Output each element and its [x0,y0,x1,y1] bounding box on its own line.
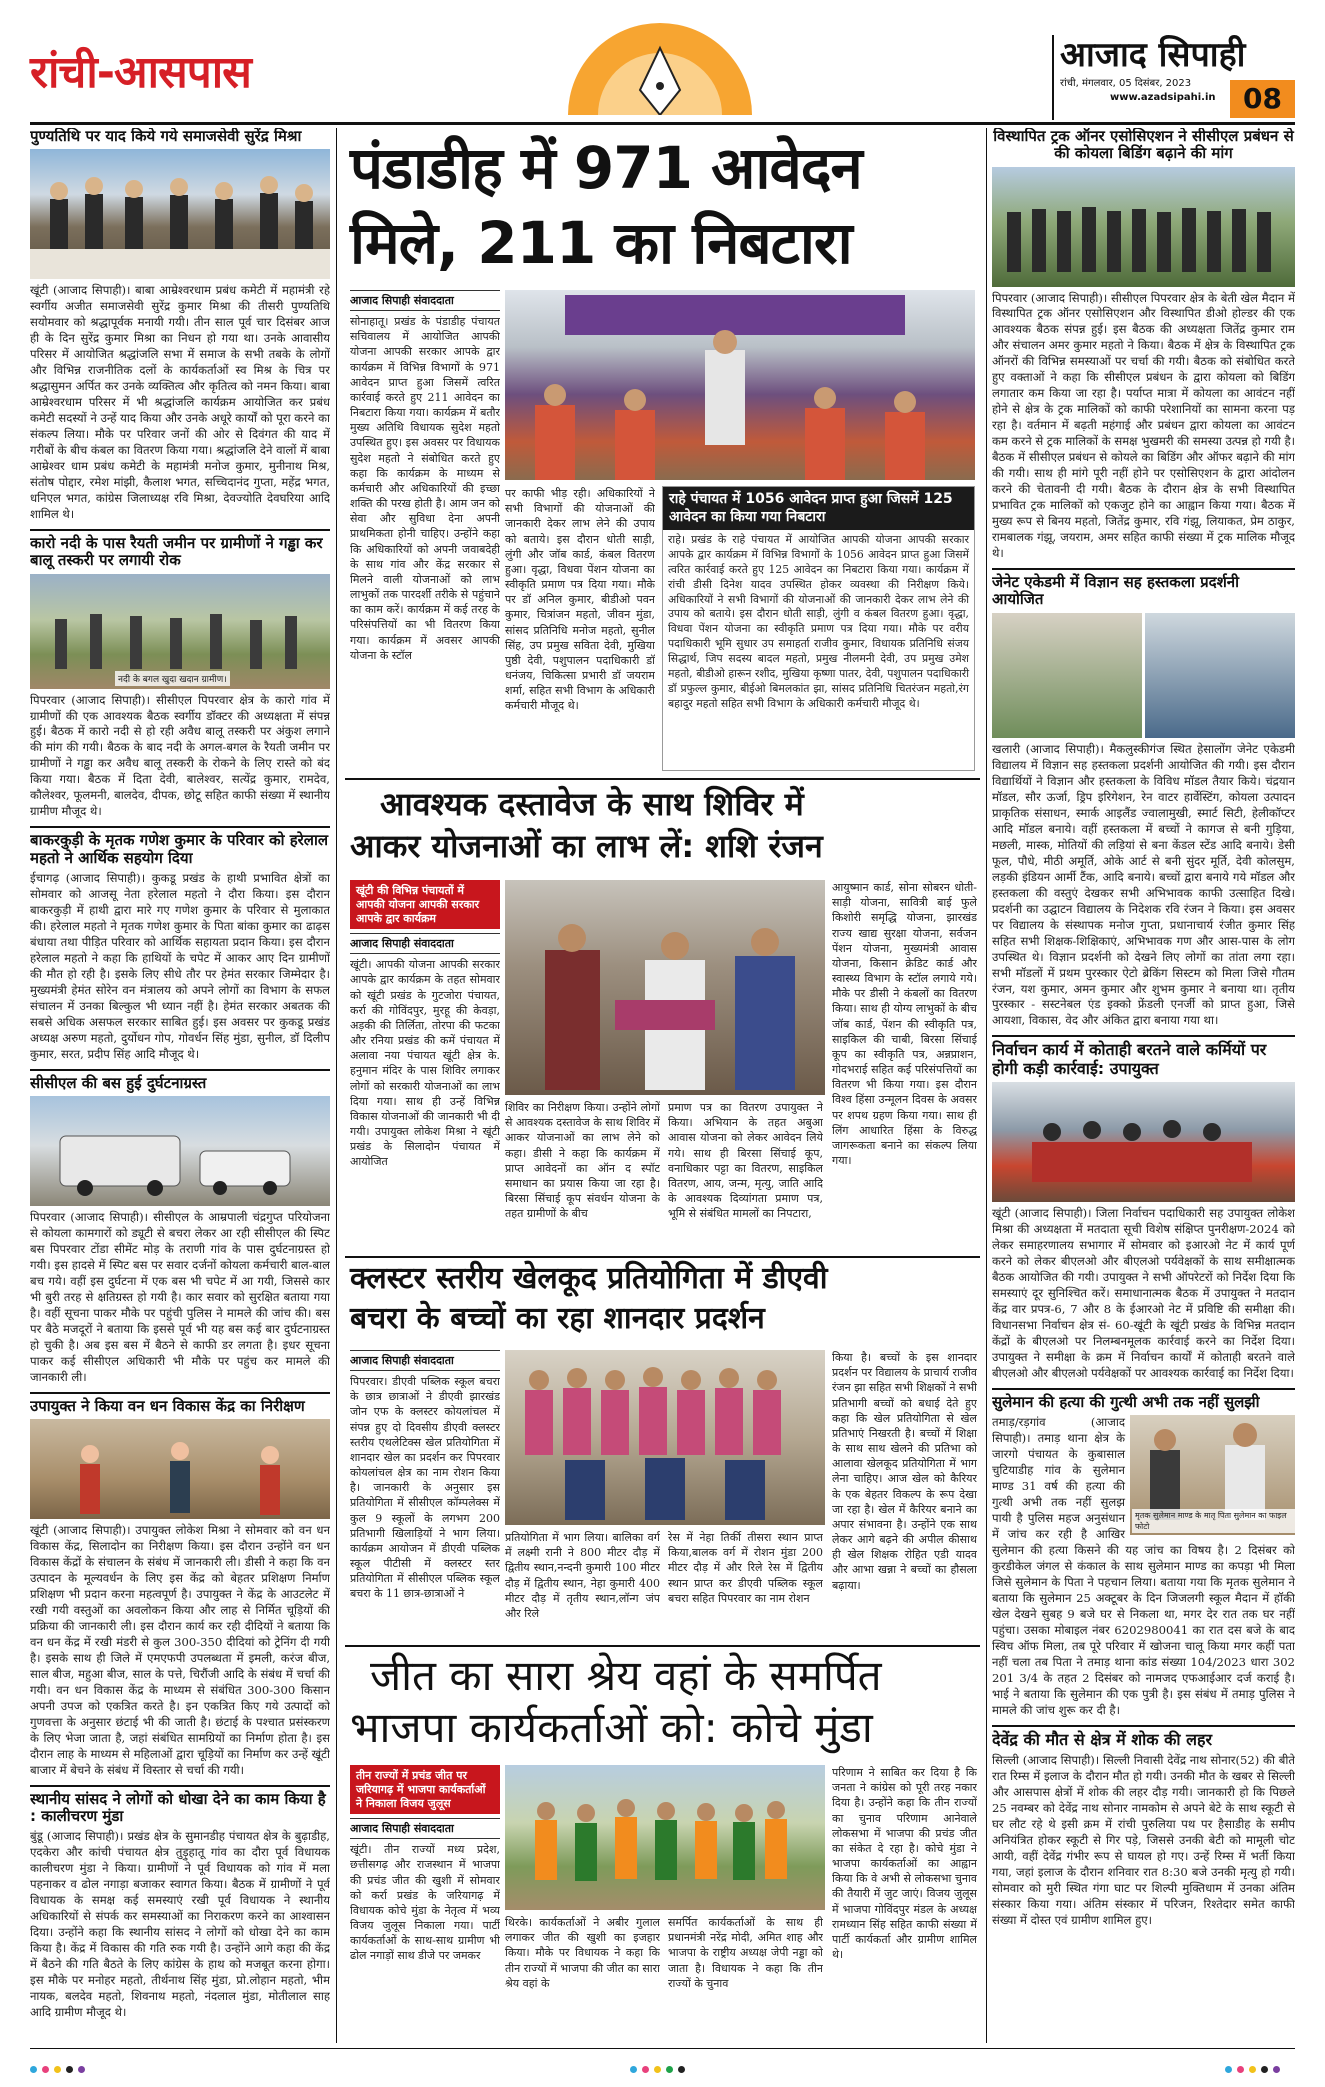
pen-nib-icon [565,20,755,115]
camp-text-column-4 [832,880,977,1250]
photo-truck-owners-meeting [992,167,1295,287]
right-column [992,128,1295,2043]
sports-body-4: किया है। बच्चों के इस शानदार प्रदर्शन पर विद्यालय के प्राचार्य राजीव रंजन झा सहित सभी शिक्षकों ने सभी प्रतिभागी बच्चों को बधाई देते हुए कहा कि खेल प्रतियोगिता से खेल प्रतिभाएं निखरती है। बच्चों में शिक्षा के साथ साथ खेलने की प्रतिभा को आलावा खेलकूद प्रतियोगिता में भाग लेना चाहिए। आज खेल को कैरियर के एक बेहतर विकल्प के रूप देखा जा रहा है। खेल में कैरियर बनाने का अपार संभावना है। उन्होंने एक साथ लेकर आगे बढ़ने की अपील कीसाथ ही खेल शिक्षक रोहित एडी यादव और आभा खन्ना ने बच्चों का हौसला बढ़ाया। [832,1351,977,1592]
sports-body-1: पिपरवार। डीएवी पब्लिक स्कूल बचरा के छात्र छात्राओं ने डीएवी झारखंड जोन एफ के क्लस्टर कोयलांचल में संपन्न हुए दो दिवसीय डीएवी क्लस्टर स्तरीय एथलेटिक्स खेल प्रतियोगिता में शानदार खेल का प्रदर्शन कर पिपरवार कोयलांचल क्षेत्र का नाम रोशन किया है। जानकारी के अनुसार इस प्रतियोगिता में सीसीएल कॉम्पलेक्स में कुल 9 स्कूलों के लगभग 200 प्रतिभागी खिलाड़ियों ने भाग लिया। कार्यक्रम आयोजन में डीएवी पब्लिक स्कूल पीटीसी में क्लस्टर स्तर प्रतियोगिता में सीसीएल पब्लिक स्कूल बचरा के 11 छात्र-छात्राओं ने [350,1375,500,1601]
dateline: रांची, मंगलवार, 05 दिसंबर, 2023 [1060,78,1192,89]
lead-text-column-2 [505,486,655,771]
masthead-emblem [565,20,755,115]
lead-body-1: सोनाहातू। प्रखंड के पंडाडीह पंचायत सचिवालय में आयोजित आपकी योजना आपकी सरकार आपके द्वार कार्यक्रम में विभिन्न विभागों के 971 आवेदन प्राप्त हुआ जिसमें त्वरित कार्रवाई करते हुए 211 आवेदन का निबटारा किया गया। कार्यक्रम में बतौर मुख्य अतिथि विधायक सुदेश महतो उपस्थित हुए। इस अवसर पर विधायक सुदेश महतो ने संबोधित करते हुए कहा कि कार्यक्रम के माध्यम से कर्मचारी और अधिकारियों की इच्छा शक्ति की परख होती है। आम जन को सेवा और सुविधा देना अपनी प्राथमिकता होनी चाहिए। उन्होंने कहा कि अधिकारियों को अपनी जवाबदेही के साथ गांव और केंद्र सरकार से मिलने वाली योजनाओं को लाभ लाभुकों तक पारदर्शी तरीके से पहुंचाने का काम करें। कार्यक्रम में कई तरह के परिसंपत्तियों का भी वितरण किया गया। कार्यक्रम में अवसर आपकी योजना के स्टॉल [350,315,500,662]
lead-sub-body: राहे। प्रखंड के राहे पंचायत में आयोजित आपकी योजना आपकी सरकार आपके द्वार कार्यक्रम में विभिन्न विभागों के 1056 आवेदन प्राप्त हुआ जिसमें त्वरित कार्रवाई करते हुए 125 आवेदन का निबटारा किया गया। कार्यक्रम में रांची डीसी दिनेश यादव उपस्थित होकर व्यवस्था की निरीक्षण किये। अधिकारियों ने सभी विभागों की योजनाओं की जानकारी देकर लाभ लेने की उपाय को बताये। इस दौरान धोती साड़ी, लुंगी व कंबल वितरण हुआ। वृद्धा, विधवा पेंशन योजना का स्वीकृति प्रमाण पत्र दिया गया। मौके पर वरीय पदाधिकारी भूमि सुधार उप समाहर्ता राजीव कुमार, विधायक प्रतिनिधि संजय सिद्धार्थ, जिप सदस्य बादल महतो, प्रमुख नीलमनी देवी, उप प्रमुख उमेश महतो, बीडीओ हारून रशीद, मुखिया कृष्णा पातर, देवी, पशुपालन पदाधिकारी डॉ प्रफुल्ल कुमार, बीईओ बिमलकांत झा, सांसद प्रतिनिधि चितरंजन महतो,रंग बहादुर महतो सहित सभी विभाग के अधिकारी कर्मचारी मौजूद थे। [668,533,969,710]
page-number: 08 [1230,80,1295,118]
win-side-note: तीन राज्यों में प्रचंड जीत पर जरियागढ़ में भाजपा कार्यकर्ताओं ने निकाला विजय जुलूस [350,1765,500,1814]
photo-van-dhan-inspection [30,1419,330,1519]
win-text-column-1 [350,1765,500,2045]
sports-body-3: रेस में नेहा तिर्की तीसरा स्थान प्राप्त किया,बालक वर्ग में रोशन मुंडा 200 मीटर दौड़ में और रिले रेस में द्वितीय स्थान प्राप्त कर डीएवी पब्लिक स्कूल बचरा सहित पिपरवार का नाम रोशन [668,1531,823,1605]
camp-text-column-1 [350,880,500,1250]
paper-name: आजाद सिपाही [1060,35,1246,75]
camp-body-3: प्रमाण पत्र का वितरण उपायुक्त ने किया। अभियान के तहत अबुआ आवास योजना को लेकर आवेदन लिये गये। साथ ही बिरसा सिंचाई कूप, वनाधिकार पट्टा का वितरण, साइकिल वितरण, आय, जन्म, मृत्यु, जाति आदि के आवश्यक दिव्यांगता प्रमाण पत्र, भूमि से संबंधित मामलों का निपटारा, [668,1101,823,1221]
win-body-3: समर्पित कार्यकर्ताओं के साथ ही प्रधानमंत्री नरेंद्र मोदी, अमित शाह और भाजपा के राष्ट्रीय अध्यक्ष जेपी नड्डा को जाता है। विधायक ने कहा कि तीन राज्यों के चुनाव [668,1916,823,1990]
right-a5-title: देवेंद्र की मौत से क्षेत्र में शोक की लहर [992,1725,1295,1749]
win-byline: आजाद सिपाही संवाददाता [350,1818,500,1839]
right-a4-title: सुलेमान की हत्या की गुत्थी अभी तक नहीं सुलझी [992,1388,1295,1411]
photo-river-villagers [30,574,330,689]
left-a3-title: बाकरकुड़ी के मृतक गणेश कुमार के परिवार को हरेलाल महतो ने आर्थिक सहयोग दिया [30,826,330,867]
right-a1-title: विस्थापित ट्रक ऑनर एसोसिएशन ने सीसीएल प्रबंधन से की कोयला बिडिंग बढ़ाने की मांग [993,128,1294,163]
camp-text-column-2 [505,1100,660,1250]
sports-headline-2: बचरा के बच्चों का रहा शानदार प्रदर्शन [350,1301,765,1336]
sports-headline-1: क्लस्टर स्तरीय खेलकूद प्रतियोगिता में डीएवी [350,1261,828,1296]
win-text-column-3 [668,1915,823,2045]
win-headline-1: जीत का सारा श्रेय वहां के समर्पित [370,1651,882,1700]
camp-headline-2: आकर योजनाओं का लाभ लें: शशि रंजन [350,827,823,865]
photo-election-meeting [992,1082,1295,1202]
win-body-2: थिरके। कार्यकर्ताओं ने अबीर गुलाल लगाकर जीत की खुशी का इजहार किया। मौके पर विधायक ने कहा कि तीन राज्यों में भाजपा की जीत का सारा श्रेय वहां के [505,1916,660,1990]
right-a5-body: सिल्ली (आजाद सिपाही)। सिल्ली निवासी देवेंद्र नाथ सोनार(52) की बीते रात रिम्स में इलाज के दौरान मौत हो गयी। उनकी मौत के खबर से सिल्ली और आसपास क्षेत्रों में शोक की लहर दौड़ गयी। जानकारी हो कि पिछले 25 नवम्बर को देवेंद्र नाथ सोनार नामकोम से अपने बेटे के साथ स्कूटी से घर लौट रहे थे इसी क्रम में रांची पुरुलिया पथ पर हैसाडीह के समीप अनियंत्रित होकर स्कूटी से गिर पड़े, जिससे उनकी बेटी को मामूली चोट आयी, वहीं देवेंद्र गंभीर रूप से घायल हो गए। उन्हें रिम्स में भर्ती किया गया, जहां इलाज के दौरान शनिवार रात 8:30 बजे उनकी मृत्यु हो गयी। सोमवार को मुरी स्थित गंगा घाट पर शिल्पी मुक्तिधाम में उनका अंतिम संस्कार किया गया। अंतिम संस्कार में परिजन, रिश्तेदार समेत काफी संख्या में दोस्त एवं ग्रामीण शामिल हुए। [992,1753,1295,1928]
left-a1-title: पुण्यतिथि पर याद किये गये समाजसेवी सुरेंद्र मिश्रा [30,128,302,145]
camp-body-1: खूंटी। आपकी योजना आपकी सरकार आपके द्वार कार्यक्रम के तहत सोमवार को खूंटी प्रखंड के गुटजोरा पंचायत, कर्रा की गोविंदपुर, मुरहू की केवड़ा, अड़की की तिर्लिता, तोरपा की फटका और रनिया प्रखंड की कमें पंचायत में अलावा नया पंचायत खूंटी क्षेत्र के. हनुमान मंदिर के पास शिविर लगाकर लोगों को सरकारी योजनाओं का लाभ दिया गया। साथ ही उन्हें विभिन्न विकास योजनाओं की जानकारी भी दी गयी। उपायुक्त लोकेश मिश्रा ने खूंटी प्रखंड के सिलादोन पंचायत में आयोजित [350,958,500,1169]
left-a4-title: सीसीएल की बस हुई दुर्घटनाग्रस्त [30,1069,330,1092]
win-text-column-4 [832,1765,977,2045]
left-a1-body: खूंटी (आजाद सिपाही)। बाबा आम्रेश्वरधाम प्रबंध कमेटी में महामंत्री रहे स्वर्गीय अजीत समाजसेवी सुरेंद्र कुमार मिश्रा की तीसरी पुण्यतिथि सयोमवार को श्रद्धापूर्वक मनायी गयी। तीन साल पूर्व चार दिसंबर आज ही के दिन सुरेंद्र कुमार मिश्रा का निधन हो गया था। उनके आवासीय परिसर में आयोजित श्रद्धांजलि सभा में समाज के सभी तबके के लोगों और विभिन्न राजनीतिक दलों के कार्यकर्ताओं स्व मिश्र के चित्र पर श्रद्धासुमन अर्पित कर उनके व्यक्तित्व और कृतित्व को नमन किया। बाबा आम्रेश्वरधाम परिसर में भी श्रद्धांजलि कार्यक्रम आयोजित कर प्रबंध कमेटी सदस्यों ने उन्हें याद किया और उनके अधूरे कार्यों को पूरा करने का संकल्प लिया। मौके पर परिवार जनों की ओर से दिवंगत की याद में गरीबों के बीच कंबल का वितरण किया गया। श्रद्धांजलि देने वालों में बाबा आम्रेश्वर धाम प्रबंध कमेटी के महामंत्री मनोज कुमार, मुनीनाथ मिश्र, संतोष पोद्दार, रमेश मांझी, कैलाश भगत, सच्चिदानंद गुप्ता, महेंद्र भगत, धनिएल भगत, कांग्रेस जिलाध्यक्ष रवि मिश्रा, देवज्योति देवघरिया आदि शामिल थे। [30,283,330,522]
win-body-4: परिणाम ने साबित कर दिया है कि जनता ने कांग्रेस को पूरी तरह नकार दिया है। उन्होंने कहा कि तीन राज्यों का चुनाव परिणाम आनेवाले लोकसभा में भाजपा की प्रचंड जीत का संकेत दे रहा है। कोचे मुंडा ने भाजपा कार्यकर्ताओं का आह्वान किया कि वे अभी से लोकसभा चुनाव की तैयारी में जुट जाएं। विजय जुलूस में भाजपा गोविंदपुर मंडल के अध्यक्ष रामध्यान सिंह सहित काफी संख्या में पार्टी कार्यकर्ता और ग्रामीण शामिल थे। [832,1766,977,1962]
right-a3-title: निर्वाचन कार्य में कोताही बरतने वाले कर्मियों पर होगी कड़ी कार्रवाई: उपायुक्त [992,1035,1295,1078]
camp-byline: आजाद सिपाही संवाददाता [350,933,500,954]
photo-panchayat-camp [505,290,975,480]
camp-body-4: आयुष्मान कार्ड, सोना सोबरन धोती-साड़ी योजना, सावित्री बाई फुले किशोरी समृद्धि योजना, झारखंड राज्य खाद्य सुरक्षा योजना, सर्वजन पेंशन योजना, मुख्यमंत्री आवास योजना, किसान क्रेडिट कार्ड और स्वास्थ्य विभाग के स्टॉल लगाये गये। मौके पर डीसी ने कंबलों का वितरण किया। साथ ही योग्य लाभुकों के बीच जॉब कार्ड, पेंशन की स्वीकृति पत्र, साइकिल की चाबी, बिरसा सिंचाई कूप का स्वीकृति पत्र, अन्नप्राशन, गोदभराई सहित कई परिसंपत्तियों का वितरण भी किया गया। इस दौरान विश्व हिंसा उन्मूलन दिवस के अवसर पर शपथ ग्रहण किया गया। साथ ही लिंग आधारित हिंसा के विरुद्ध जागरूकता बनाने का संकल्प लिया गया। [832,881,977,1168]
photo-bus-accident [30,1096,330,1206]
right-a4-body: तमाड़/रड़गांव (आजाद सिपाही)। तमाड़ थाना क्षेत्र के जारगो पंचायत के कुबासाल चुटियाडीह गांव के सुलेमान माण्ड 31 वर्ष की हत्या की गुत्थी अभी तक नहीं सुलझ पायी है पुलिस महज अनुसंधान में जांच कर रही है आखिर सुलेमान की हत्या किसने की यह जांच का विषय है। 2 दिसंबर को कुरडीकेल जंगल से कंकाल के साथ सुलेमान माण्ड का कपड़ा भी मिला जिसे सुलेमान के पिता ने पहचान लिया। बताया गया कि मृतक सुलेमान ने बताया कि सुलेमान 25 अक्टूबर के दिन जिजलगी स्कूल मैदान में हॉकी खेल देखने सुबह 9 बजे घर से निकला था, मगर देर रात तक घर नहीं पहुंचा। उसका मोबाइल नंबर 6202980041 का रात दस बजे के बाद स्विच ऑफ मिला, तब पूरे परिवार में खोजना चालू किया मगर कहीं पता नहीं चला तब पिता ने तमाड़ थाना कांड संख्या 104/2023 धारा 302 201 3/4 के तहत 2 दिसंबर को नामजद एफआईआर दर्ज कराई है। भाई ने बताया कि सुलेमान की एक पुत्री है। इस संबंध में तमाड़ पुलिस ने मामले की जांच शुरू कर दी है। [992,1415,1295,1718]
sports-body-2: प्रतियोगिता में भाग लिया। बालिका वर्ग में लक्ष्मी रानी ने 800 मीटर दौड़ में द्वितीय स्थान,नन्दनी कुमारी 100 मीटर दौड़ में द्वितीय स्थान, नेहा कुमारी 400 मीटर दौड़ में तृतीय स्थान,लॉन्ग जंप और रिले [505,1531,660,1620]
right-a2-title: जेनेट एकेडमी में विज्ञान सह हस्तकला प्रदर्शनी आयोजित [992,568,1295,609]
camp-text-column-3 [668,1100,823,1250]
site-url: www.azadsipahi.in [1110,92,1216,103]
left-a4-body: पिपरवार (आजाद सिपाही)। सीसीएल के आम्रपाली चंद्रगुप्त परियोजना से कोयला कामगारों को ड्यूटी से बचरा लेकर आ रही सीसीएल की स्पिट बस पिपरवार टोंडा सीमेंट मोड़ के तराणी गांव के पास दुर्घटनाग्रस्त हो गयी। इस हादसे में स्पिट बस पर सवार दर्जनों कोयला कर्मचारी बाल-बाल बच गये। वहीं इस दुर्घटना में एक बस भी चपेट में आ गयी, जिससे कार भी बुरी तरह से क्षतिग्रस्त हो गयी है। कार सवार को सुरक्षित बताया गया है। वहीं सूचना पाकर मौके पर पहुंची पुलिस ने मामले की जांच की। बस पर बैठे मजदूरों ने बताया कि इससे पूर्व भी यह बस कई बार दुर्घटनाग्रस्त हो चुकी है। अब इस बस में बैठने से काफी डर लगता है। इधर सूचना पाकर कई सीसीएल अधिकारी भी मौके पर पहुंच कर मामले की जानकारी ली। [30,1209,330,1384]
lead-byline: आजाद सिपाही संवाददाता [350,290,500,311]
win-text-column-2 [505,1915,660,2045]
left-a6-title: स्थानीय सांसद ने लोगों को धोखा देने का काम किया है : कालीचरण मुंडा [30,1785,330,1826]
photo-tribute [30,149,330,279]
left-a2-title: कारो नदी के पास रैयती जमीन पर ग्रामीणों ने गड्ढा कर बालू तस्करी पर लगायी रोक [30,529,330,570]
sports-text-column-4 [832,1350,977,1640]
right-a2-body: खलारी (आजाद सिपाही)। मैकलुस्कीगंज स्थित हेसालोंग जेनेट एकेडमी विद्यालय में विज्ञान सह हस्तकला प्रदर्शनी आयोजित की गयी। इस दौरान विद्यार्थियों ने विज्ञान और हस्तकला के विविध मॉडल तैयार किये। चंद्रयान मॉडल, सौर ऊर्जा, ड्रिप इरिगेशन, रेन वाटर हार्वेस्टिंग, कोयला उत्पादन प्राकृतिक संसाधन, स्मार्क आइलैंड ज्वालामुखी, स्मार्ट सिटी, हेलीकॉप्टर आदि मॉडल बनाये। वहीं हस्तकला में बच्चों ने कागज से बनी गुड़िया, मछली, मास्क, मोतियों की लड़ियां से बना केंडल स्टेंड आदि बनाये। डेसी फूल, पौधे, मीठी अमूर्ति, ओके आर्ट से बनी सुंदर मूर्ति, देवी कोलसुम, लड़की इंडियन आर्मी टैंक, आदि बनाये। बच्चों द्वारा बनाये गये मॉडल और हस्तकला की वस्तुएं देखकर सभी अभिभावक काफी उत्साहित दिखे। प्रदर्शनी का उद्घाटन विद्यालय के निदेशक रवि रंजन ने किया। इस अवसर पर विद्यालय के संस्थापक मनोज गुप्ता, प्रधानाचार्य रंजीत कुमार सिंह सहित सभी शिक्षक-शिक्षिकाएं, अभिभावक गण और आस-पास के लोग उपस्थित थे। विज्ञान प्रदर्शनी को देखने लिए लोगों का तांता लगा रहा। सभी मॉडलों में प्रथम पुरस्कार ऐटो ब्रेकिंग सिस्टम को मिला जिसे गौतम रंजन, यश कुमार, अमन कुमार और शुभम कुमार ने बनाया था। तृतीय पुरस्कार - सस्टनेबल एंड इक्को फ्रेंडली एनर्जी को प्राप्त हुआ, जिसे आयशा, विकास, वेद और अंकित द्वारा बनाया गया था। [992,741,1295,1028]
left-a3-body: ईचागढ़ (आजाद सिपाही)। कुकडू प्रखंड के हाथी प्रभावित क्षेत्रों का सोमवार को आजसू नेता हरेलाल महतो ने दौरा किया। इस दौरान बाकरकुड़ी में हाथी द्वारा मारे गए गणेश कुमार के परिवार से मुलाकात की। हरेलाल महतो ने मृतक गणेश कुमार के पिता बांका कुमार का ढाढ़स बंधाया तथा पीड़ित परिवार को आर्थिक सहायता प्रदान किया। इस दौरान हरेलाल महतो ने कहा कि हाथियों के चपेट में आकर आए दिन ग्रामीणों की मौत हो रही है। इसके लिए सीधे तौर पर हेमंत सरकार जिम्मेदार है। मुख्यमंत्री हेमंत सोरेन वन मंत्रालय को अपने लोगों का विभाग के सफल संचालन में उनका बिल्कुल भी ध्यान नहीं है। हेमंत सरकार अबतक की सबसे अधिक असफल सरकार साबित हुई। इस अवसर पर कुकडू प्रखंड अध्यक्ष अरुण महतो, दुर्योधन गोप, गोवर्धन सिंह मुंडा, सुनील, डॉ दिलीप कुमार, सरत, प्रदीप सिंह आदि मौजूद थे। [30,870,330,1061]
left-column [30,128,330,2043]
camp-side-note: खूंटी की विभिन्न पंचायतों में आपकी योजना आपकी सरकार आपके द्वार कार्यक्रम [350,880,500,929]
left-a2-body: पिपरवार (आजाद सिपाही)। सीसीएल पिपरवार क्षेत्र के कारो गांव में ग्रामीणों की एक आवश्यक बैठक स्वर्गीय डॉक्टर की अध्यक्षता में संपन्न हुई। बैठक में कारो नदी से हो रही अवैध बालू तस्करी पर अंकुश लगाने की मांग की गयी। बैठक के बाद नदी के अगल-बगल के रैयती जमीन पर ग्रामीणों ने गड्ढा कर अवैध बालू तस्करी के रोकने के लिए रास्ते को बंद किया गया। बैठक में दिता देवी, बालेश्वर, सत्येंद्र कुमार, रामदेव, कौलेश्वर, फूलमनी, बालदेव, दीपक, छोटू सहित काफी संख्या में स्थानीय ग्रामीण मौजूद थे। [30,692,330,819]
sports-text-column-2 [505,1530,660,1640]
left-a5-body: खूंटी (आजाद सिपाही)। उपायुक्त लोकेश मिश्रा ने सोमवार को वन धन विकास केंद्र, सिलादोन का निरीक्षण किया। इस दौरान उन्होंने वन धन विकास केंद्रों के संचालन के संबंध में जानकारी ली। डीसी ने कहा कि वन उत्पादन के मूल्यवर्धन के लिए इस केंद्र को बेहतर प्रशिक्षण निर्माण प्रशिक्षण भी प्रदान करना महत्वपूर्ण है। उपायुक्त ने केंद्र के आउटलेट में रखी गयी वस्तुओं का अवलोकन किया और लाह से निर्मित चूड़ियों की प्रक्रिया की जानकारी ली। इस दौरान कार्य कर रही दीदियों ने बताया कि वन धन केंद्र में रखी मंडरी से कुल 300-350 दीदियां को ट्रेनिंग दी गयी है। इसके साथ ही जिले में एमएफपी उपलब्धता में इमली, करंज बीज, साल बीज, महुआ बीज, साल के पत्ते, चिरौंजी आदि के संबंध में चर्चा की गयी। वन धन विकास केंद्र के माध्यम से संबंधित 300-300 किसान अपनी उपज को एकत्रित करते है। इन एकत्रित किए गये उत्पादों को गुणवत्ता के अनुसार छंटाई भी की जाती है। छंटाई के पश्चात प्रसंस्करण के लिए भेजा जाता है, जहां संबंधित सामग्रियों का निर्माण होता है। इस दौरान लाह के माध्यम से महिलाओं द्वारा चूड़ियों का निर्माण कर उन्हें खूंटी बाजार में बेचने के संबंध में विस्तार से चर्चा की गयी। [30,1523,330,1777]
camp-body-2: शिविर का निरीक्षण किया। उन्होंने लोगों से आवश्यक दस्तावेज के साथ शिविर में आकर योजनाओं का लाभ लेने को कहा। डीसी ने कहा कि कार्यक्रम में प्राप्त आवेदनों का ऑन द स्पॉट समाधान का प्रयास किया जा रहा है। बिरसा सिंचाई कूप संवर्धन योजना के तहत ग्रामीणों के बीच [505,1101,660,1221]
left-a2-caption: नदी के बगल खुदा खदान ग्रामीण। [115,671,230,686]
right-a3-body: खूंटी (आजाद सिपाही)। जिला निर्वाचन पदाधिकारी सह उपायुक्त लोकेश मिश्रा की अध्यक्षता में मतदाता सूची विशेष संक्षिप्त पुनरीक्षण-2024 को लेकर समाहरणालय सभागार में सोमवार को इआरओ नेट में कार्य पूर्ण करने को लेकर बीएलओ और बीएलओ पर्यवेक्षकों के साथ समीक्षात्मक बैठक आयोजित की गयी। उपायुक्त ने सभी ऑपरेटरों को निर्देश दिया कि समस्याएं दूर सुनिश्चित करें। समाधानात्मक बैठक में उपायुक्त ने मतदान केंद्र वार प्रपत्र-6, 7 और 8 के ईआरओ नेट में प्रविष्टि की समीक्षा की। विधानसभा निर्वाचन क्षेत्र सं- 60-खूंटी के खूंटी प्रखंड के विभिन्न मतदान केंद्रों के बीएलओ पर निलम्बनमूलक कार्रवाई करने का निर्देश दिया। उपायुक्त ने समीक्षा के क्रम में निर्वाचन कार्यों में कोताही बरतने वाले बीएलओ और बीएलओ पर्यवेक्षकों पर आवश्यक कार्रवाई का निर्देश दिया। [992,1206,1295,1381]
camp-headline-1: आवश्यक दस्तावेज के साथ शिविर में [380,785,804,823]
footer-dots-left [30,2058,90,2077]
sports-text-column-3 [668,1530,823,1640]
left-a5-title: उपायुक्त ने किया वन धन विकास केंद्र का निरीक्षण [30,1392,330,1415]
lead-body-2: पर काफी भीड़ रही। अधिकारियों ने सभी विभागों की योजनाओं की जानकारी देकर लाभ लेने की उपाय को बताये। इस दौरान धोती साड़ी, लुंगी और जॉब कार्ड, कंबल वितरण हुआ। वृद्धा, विधवा पेंशन योजना का स्वीकृति प्रमाण पत्र दिया गया। मौके पर डॉ अनिल कुमार, बीडीओ पवन कुमार, चित्रांजन महतो, जीवन मुंडा, सांसद प्रतिनिधि मनोज महतो, सुनील सिंह, उप प्रमुख सविता देवी, मुखिया पुष्ठी देवी, पशुपालन पदाधिकारी डॉ धनंजय, चिकित्सा प्रभारी डॉ जयराम शर्मा, सहित सभी विभाग के अधिकारी कर्मचारी मौजूद थे। [505,487,655,713]
lead-sub-title: राहे पंचायत में 1056 आवेदन प्राप्त हुआ जिसमें 125 आवेदन का किया गया निबटारा [663,487,974,530]
footer-dots-right [1225,2058,1285,2077]
photo-dav-students [505,1350,825,1525]
lead-headline-1: पंडाडीह में 971 आवेदन [350,134,862,202]
footer-dots-center [630,2058,690,2077]
lead-headline-2: मिले, 211 का निबटारा [350,209,852,277]
sports-byline: आजाद सिपाही संवाददाता [350,1350,500,1371]
win-body-1: खूंटी। तीन राज्यों मध्य प्रदेश, छत्तीसगढ़ और राजस्थान में भाजपा की प्रचंड जीत की खुशी में सोमवार को कर्रा प्रखंड के जरियागढ़ में विधायक कोचे मुंडा के नेतृत्व में भव्य विजय जुलूस निकाला गया। पार्टी कार्यकर्ताओं के साथ-साथ ग्रामीण भी ढोल नगाड़ों साथ डीजे पर जमकर [350,1843,500,1963]
right-a1-body: पिपरवार (आजाद सिपाही)। सीसीएल पिपरवार क्षेत्र के बेती खेल मैदान में विस्थापित ट्रक ऑनर एसोसिएशन और विस्थापित डीओ होल्डर की एक आवश्यक बैठक संपन्न हुई। इस बैठक की अध्यक्षता जितेंद्र कुमार राम और संचालन अमर कुमार महतो ने किया। बैठक में क्षेत्र के विस्थापित ट्रक ऑनरों की विभिन्न समस्याओं पर चर्चा की गयी। बैठक को संबोधित करते हुए वक्ताओं ने कहा कि सीसीएल प्रबंधन के द्वारा कोयला को बिडिंग लगातार कम किया जा रहा है। पर्याप्त मात्रा में कोयला का आवंटन नहीं होने से क्षेत्र के ट्रक मालिकों को काफी परेशानियों का सामना करना पड़ रहा है। वर्तमान में बढ़ती महंगाई और प्रबंधन द्वारा कोयला का आवंटन कम करने से ट्रक मालिकों के समक्ष भुखमरी की समस्या उत्पन्न हो गयी है। बैठक में सीसीएल प्रबंधन से कोयले का बिडिंग और ऑफर बढ़ाने की मांग की गयी। साथ ही मांगे पूरी नहीं होने पर एसोसिएशन के द्वारा आंदोलन करने की चेतावनी दी गयी। बैठक के दौरान क्षेत्र के सभी विस्थापित प्रभावित ट्रक मालिकों को एकजुट होने का आह्वान किया गया। बैठक में मुख्य रूप से बिनय महतो, जितेंद्र कुमार, रवि गंझू, लियाकत, प्रेम ठाकुर, रामबालक गंझू, जयराम, अमर सहित काफी संख्या में ट्रक मालिक मौजूद थे। [992,290,1295,561]
lead-text-column-1 [350,290,500,770]
section-title: रांची-आसपास [30,47,251,98]
sports-text-column-1 [350,1350,500,1640]
lead-sub-box [662,486,975,771]
win-headline-2: भाजपा कार्यकर्ताओं को: कोचे मुंडा [350,1703,873,1752]
photo-victory-procession [505,1765,825,1910]
left-a6-body: बुंडू (आजाद सिपाही)। प्रखंड क्षेत्र के सुमानडीह पंचायत क्षेत्र के बुढ़ाडीह, एदकेरा और कांची पंचायत क्षेत्र तुड़ुहातू गांव का दौरा पूर्व विधायक कालीचरण मुंडा ने किया। ग्रामीणों ने पूर्व विधायक को गांव में मला पहनाकर व ढोल नगाड़ा बजाकर स्वागत किया। बैठक में ग्रामीणों ने पूर्व विधायक के समक्ष कई समस्याएं रखी पूर्व विधायक ने स्थानीय अधिकारियों से संपर्क कर समस्याओं का निराकरण करने का आश्वासन दिया। उन्होंने कहा कि स्थानीय सांसद ने लोगों को धोखा देने का काम किया है। केंद्र में विकास की गति रुक गयी है। उन्होंने आगे कहा की केंद्र में बैठने की गति बैठते के लिए कांग्रेस के हाथ को मजबूत करना होगा। इस मौके पर मनोहर महतो, तीर्थनाथ सिंह मुंडा, प्रो.लोहान महतो, भीम नायक, बलदेव महतो, शिवनाथ महतो, नंदलाल मुंडा, मोतीलाल साह आदि ग्रामीण मौजूद थे। [30,1829,330,2020]
right-a4-caption: मृतक सुलेमान माण्ड के मातृ पिता सुलेमान का फाइल फोटो [1132,1509,1295,1533]
photo-suleman [1130,1415,1295,1535]
photo-science-exhibition [992,613,1295,738]
photo-dc-distribution [505,880,825,1095]
